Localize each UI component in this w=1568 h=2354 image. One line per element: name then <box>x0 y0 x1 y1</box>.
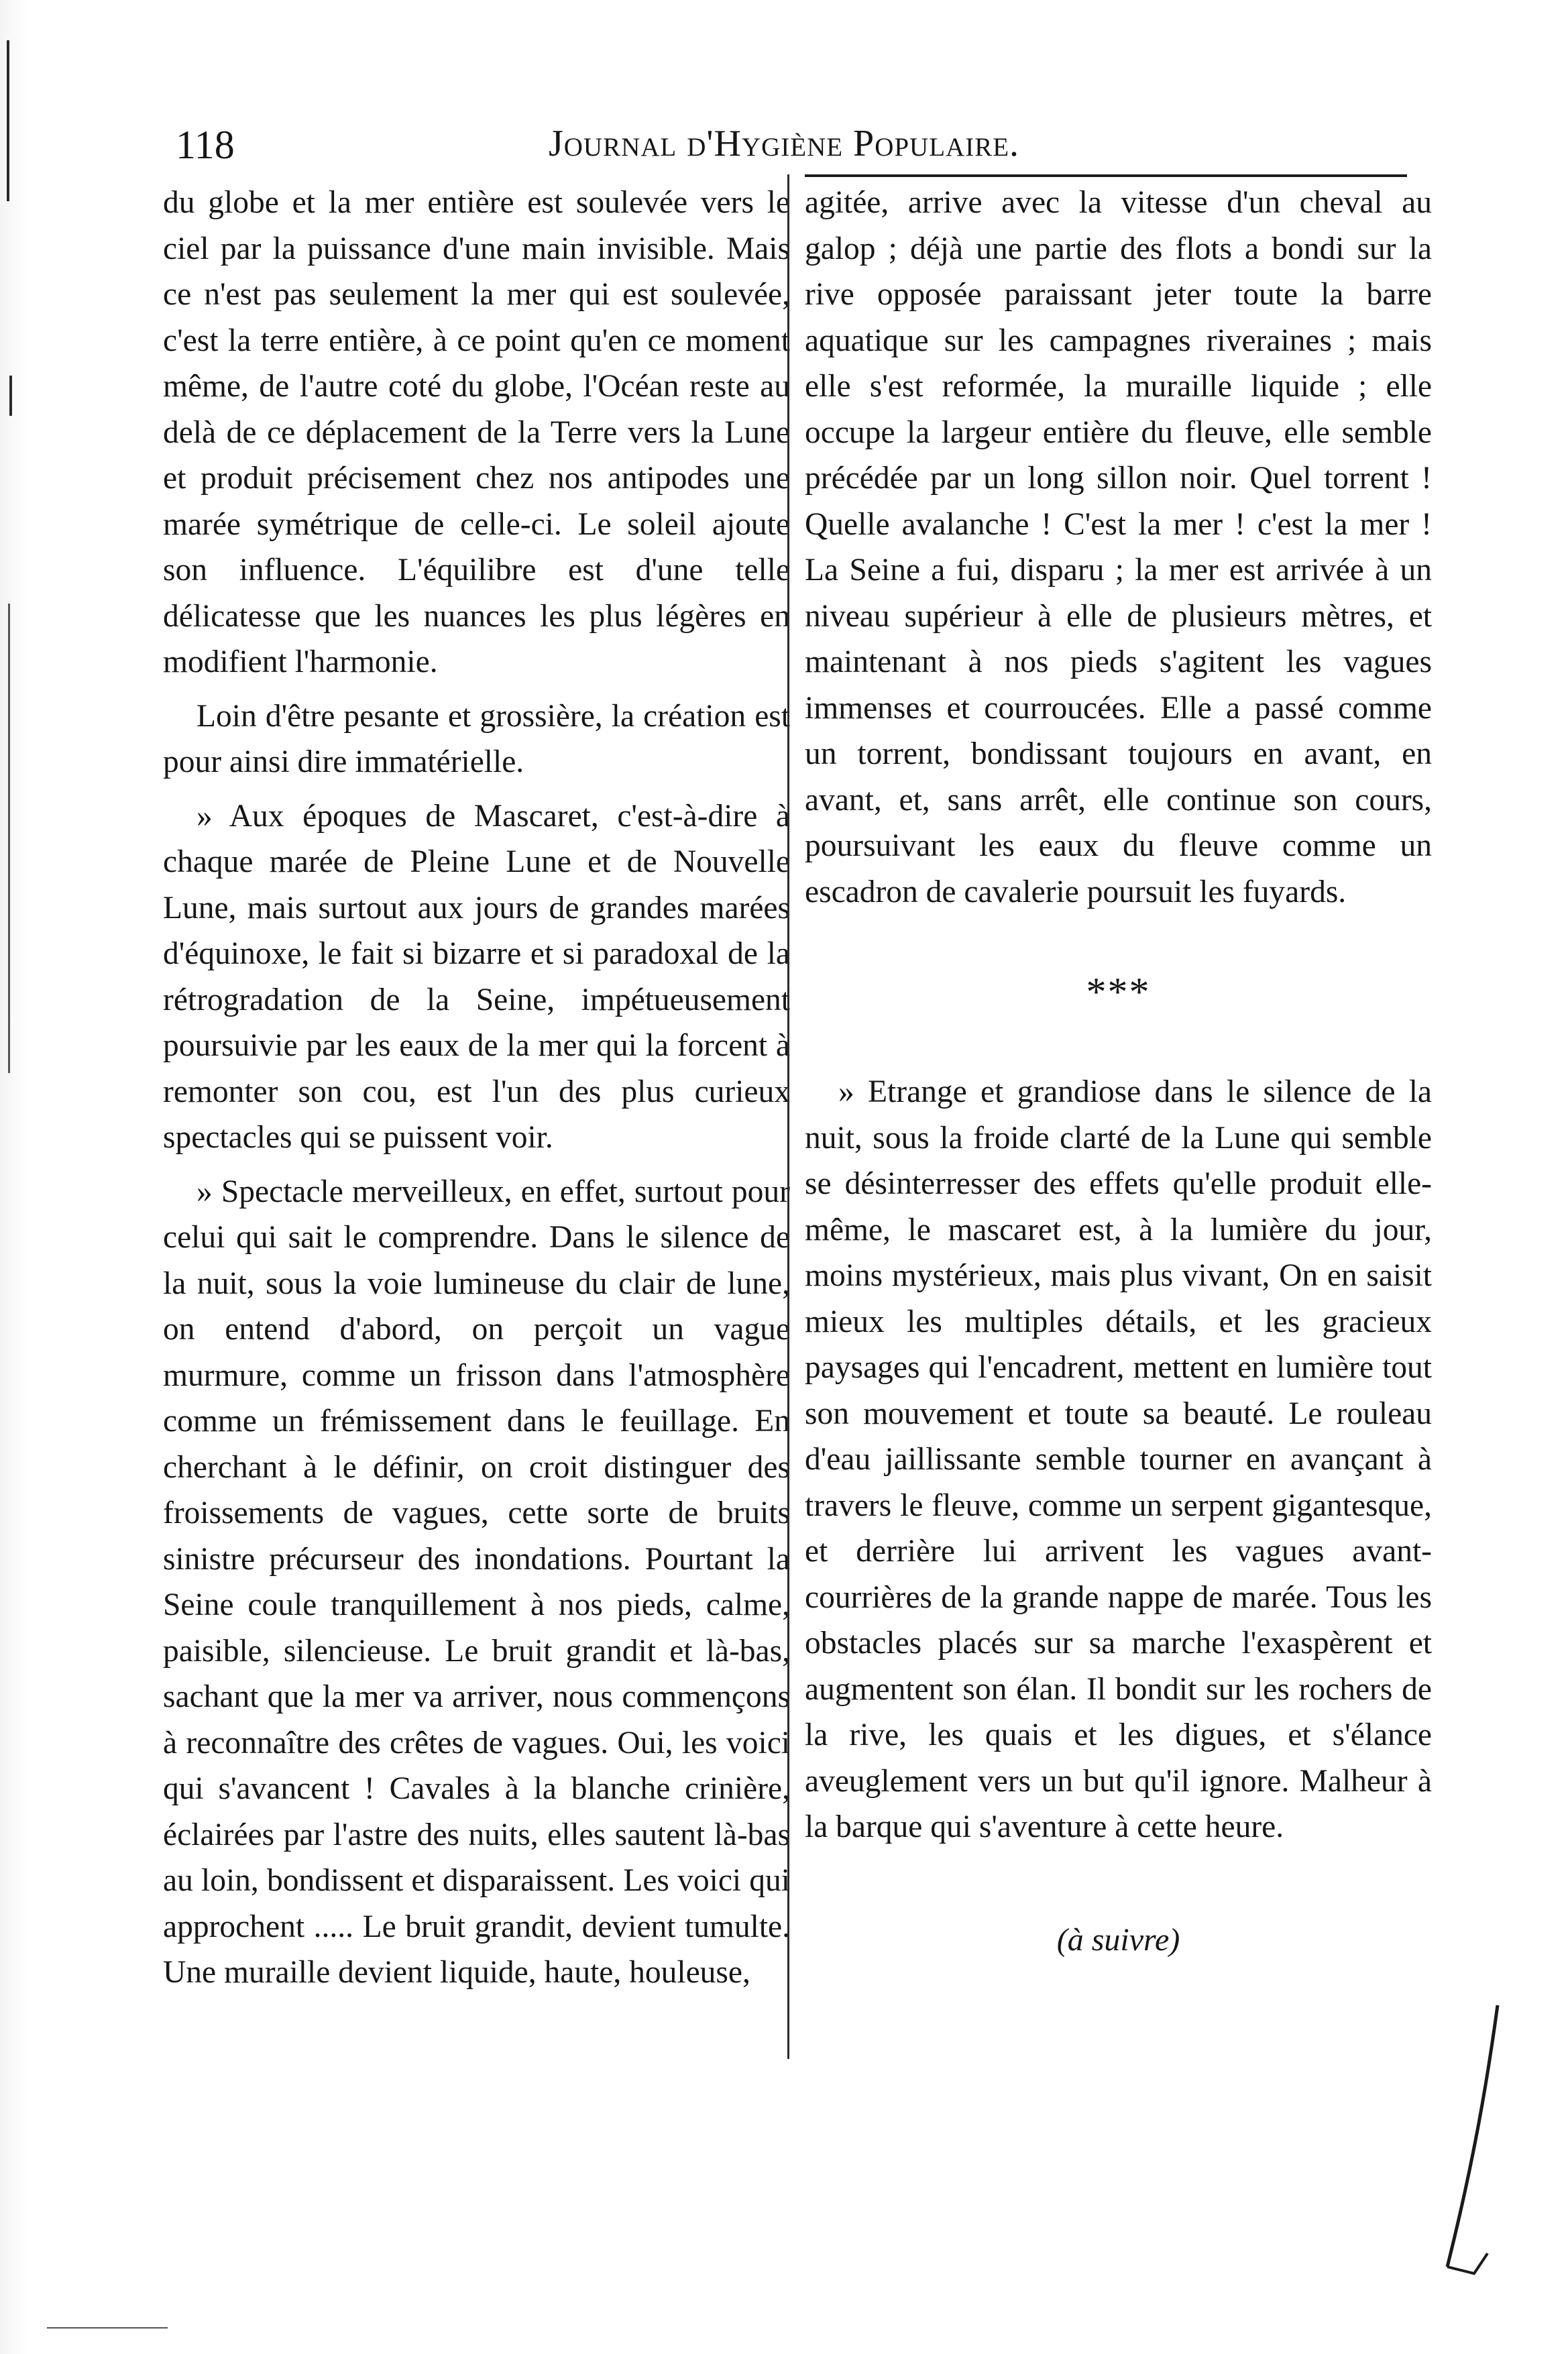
paragraph: » Spectacle merveilleux, en effet, surtout pour celui qui sait le comprendre. Dans le silence de la nuit, sous la voie lumineuse du clair de lune, on entend d'abord, on perçoit un vague murmure, comme un frisson dans l'atmosphère comme un frémissement dans le feuillage. En cherchant à le définir, on croit distinguer des froissements de vagues, cette sorte de bruits sinistre précurseur des inondations. Pourtant la Seine coule tranquillement à nos pieds, calme, paisible, silencieuse. Le bruit grandit et là-bas, sachant que la mer va arriver, nous commençons à reconnaître des crêtes de vagues. Oui, les voici qui s'avancent ! Cavales à la blanche crinière, éclairées par l'astre des nuits, elles sautent là-bas au loin, bondissent et disparaissent. Les voici qui approchent ..... Le bruit grandit, devient tumulte. Une muraille devient liquide, haute, houleuse, <box>163 1174 790 1990</box>
pencil-mark-icon <box>1434 1999 1514 2280</box>
scan-edge-mark <box>9 376 12 416</box>
scanned-page-edge <box>0 0 28 2354</box>
paragraph: du globe et la mer entière est soulevée vers le ciel par la puissance d'une main invisible. Mais ce n'est pas seulement la mer qui est soulevée, c'est la terre entière, à ce point qu'en ce moment même, de l'autre coté du globe, l'Océan reste au delà de ce déplacement de la Terre vers la Lune et produit précisement chez nos antipodes une marée symétrique de celle-ci. Le soleil ajoute son influence. L'équilibre est d'une telle délicatesse que les nuances les plus légères en modifient l'harmonie. <box>163 185 790 679</box>
dinkus <box>805 915 1432 1069</box>
running-title: Journal d'Hygiène Populaire. <box>548 123 1020 164</box>
paragraph: » Etrange et grandiose dans le silence de la nuit, sous la froide clarté de la Lune qui semble se désinterresser des effets qu'elle produit elle-même, le mascaret est, à la lumière du jour, moins mystérieux, mais plus vivant, On en saisit mieux les multiples détails, et les gracieux paysages qui l'encadrent, mettent en lumière tout son mouvement et toute sa beauté. Le rouleau d'eau jaillissante semble tourner en avançant à travers le fleuve, comme un serpent gigantesque, et derrière lui arrivent les vagues avant-courrières de la grande nappe de marée. Tous les obstacles placés sur sa marche l'exaspèrent et augmentent son élan. Il bondit sur les rochers de la rive, les quais et les digues, et s'élance aveuglement vers un but qu'il ignore. Malheur à la barque qui s'aventure à cette heure. <box>805 1074 1432 1844</box>
dinkus-stars: *** <box>1086 969 1151 1014</box>
paragraph: » Aux époques de Mascaret, c'est-à-dire à chaque marée de Pleine Lune et de Nouvelle Lune, mais surtout aux jours de grandes marées d'équinoxe, le fait si bizarre et si paradoxal de la rétrogradation de la Seine, impétueusement poursuivie par les eaux de la mer qui la forcent à remonter son cou, est l'un des plus curieux spectacles qui se puissent voir. <box>163 798 790 1155</box>
page-number: 118 <box>176 123 235 167</box>
right-column <box>805 180 1432 1963</box>
scan-edge-mark <box>7 40 9 201</box>
footer-rule <box>47 2327 168 2329</box>
paragraph: Loin d'être pesante et grossière, la création est pour ainsi dire immatérielle. <box>163 698 790 779</box>
page-header <box>161 114 1407 174</box>
left-column <box>163 180 790 1996</box>
header-rule <box>805 174 1407 177</box>
column-divider <box>787 174 789 2059</box>
to-be-continued: (à suivre) <box>1056 1921 1180 1958</box>
scan-edge-mark <box>8 604 10 1073</box>
paragraph: agitée, arrive avec la vitesse d'un cheval au galop ; déjà une partie des flots a bondi sur la rive opposée paraissant jeter toute la barre aquatique sur les campagnes riveraines ; mais elle s'est reformée, la muraille liquide ; elle occupe la largeur entière du fleuve, elle semble précédée par un long sillon noir. Quel torrent ! Quelle avalanche ! C'est la mer ! c'est la mer ! La Seine a fui, disparu ; la mer est arrivée à un niveau supérieur à elle de plusieurs mètres, et maintenant à nos pieds s'agitent les vagues immenses et courroucées. Elle a passé comme un torrent, bondissant toujours en avant, en avant, et, sans arrêt, elle continue son cours, poursuivant les eaux du fleuve comme un escadron de cavalerie poursuit les fuyards. <box>805 185 1432 909</box>
